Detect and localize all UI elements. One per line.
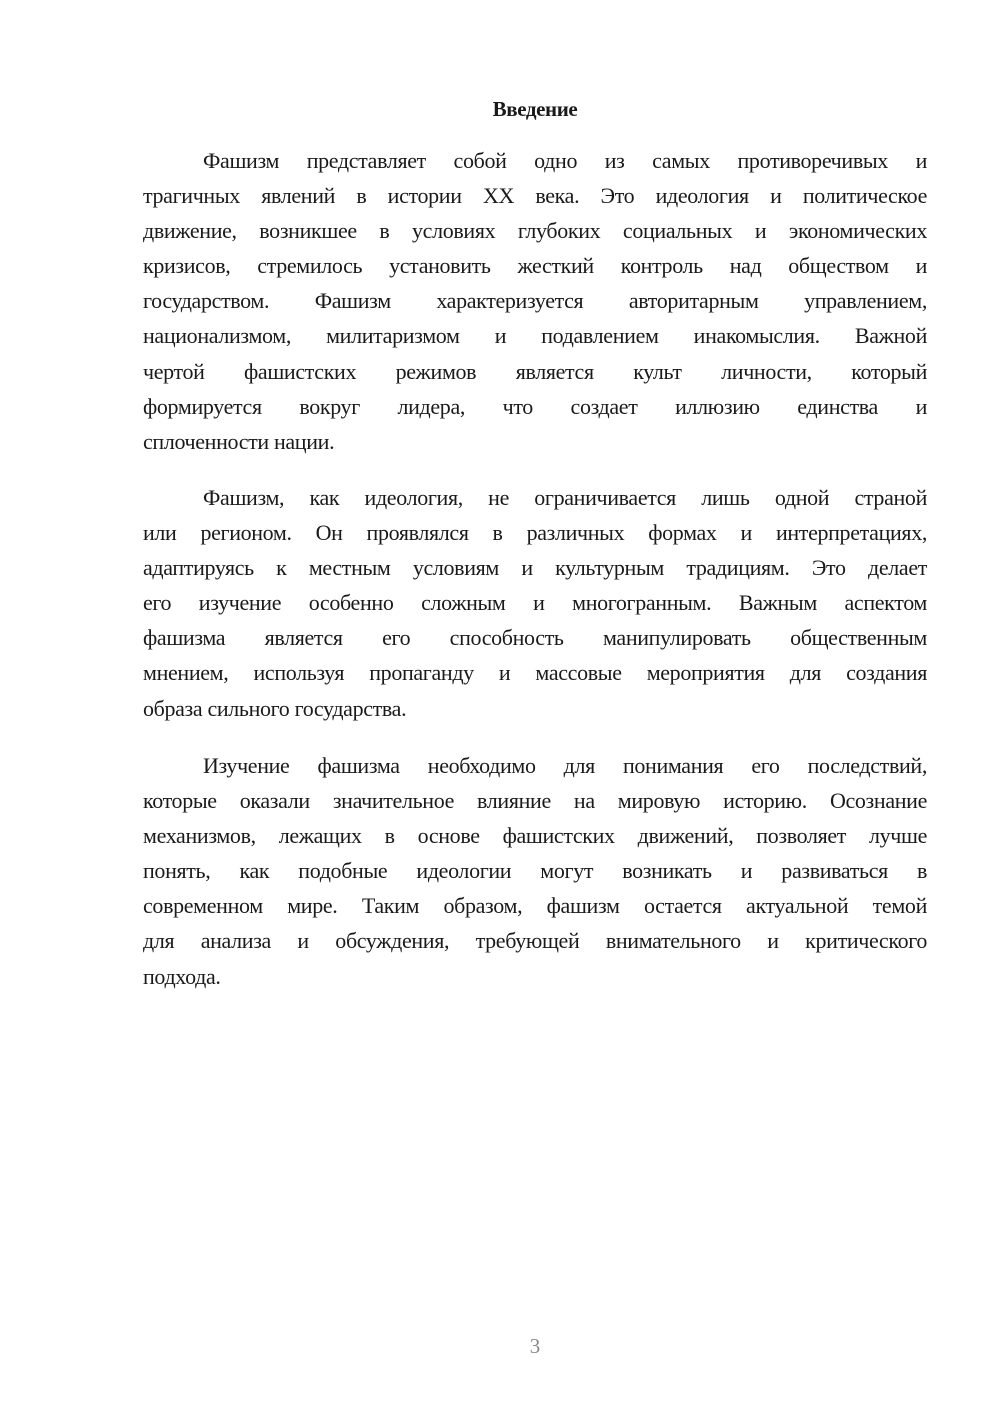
text-line: формируется вокруг лидера, что создает иллюзию единства и (143, 393, 927, 419)
text-line: сплоченности нации. (143, 428, 335, 454)
text-line: его изучение особенно сложным и многогранным. Важным аспектом (143, 590, 927, 616)
text-line: Фашизм представляет собой одно из самых противоречивых и (203, 148, 927, 173)
text-line: современном мире. Таким образом, фашизм остается актуальной темой (143, 893, 927, 919)
section-title: Введение (492, 97, 578, 121)
text-line: мнением, используя пропаганду и массовые мероприятия для создания (143, 660, 927, 686)
text-line: образа сильного государства. (143, 695, 407, 721)
text-line: подхода. (143, 963, 221, 989)
text-line: Фашизм, как идеология, не ограничивается лишь одной страной (203, 485, 927, 510)
page-number: 3 (529, 1334, 541, 1358)
text-line: чертой фашистских режимов является культ личности, который (143, 358, 927, 384)
text-line: или регионом. Он проявлялся в различных формах и интерпретациях, (143, 520, 927, 546)
text-line: государством. Фашизм характеризуется авторитарным управлением, (143, 288, 927, 314)
text-line: национализмом, милитаризмом и подавлением инакомыслия. Важной (143, 323, 927, 349)
text-line: трагичных явлений в истории XX века. Это идеология и политическое (143, 183, 927, 209)
paragraph-1 (143, 143, 927, 459)
text-line: кризисов, стремилось установить жесткий контроль над обществом и (143, 253, 927, 279)
text-line: движение, возникшее в условиях глубоких социальных и экономических (143, 218, 927, 244)
text-line: механизмов, лежащих в основе фашистских движений, позволяет лучше (143, 823, 927, 849)
text-line: для анализа и обсуждения, требующей внимательного и критического (143, 928, 927, 954)
text-line: Изучение фашизма необходимо для понимания его последствий, (203, 753, 927, 778)
text-line: фашизма является его способность манипулировать общественным (143, 625, 927, 651)
text-line: адаптируясь к местным условиям и культурным традициям. Это делает (143, 555, 927, 581)
paragraph-2 (143, 480, 927, 726)
text-line: которые оказали значительное влияние на мировую историю. Осознание (143, 788, 927, 814)
text-line: понять, как подобные идеологии могут возникать и развиваться в (143, 858, 927, 884)
paragraph-3 (143, 748, 927, 994)
